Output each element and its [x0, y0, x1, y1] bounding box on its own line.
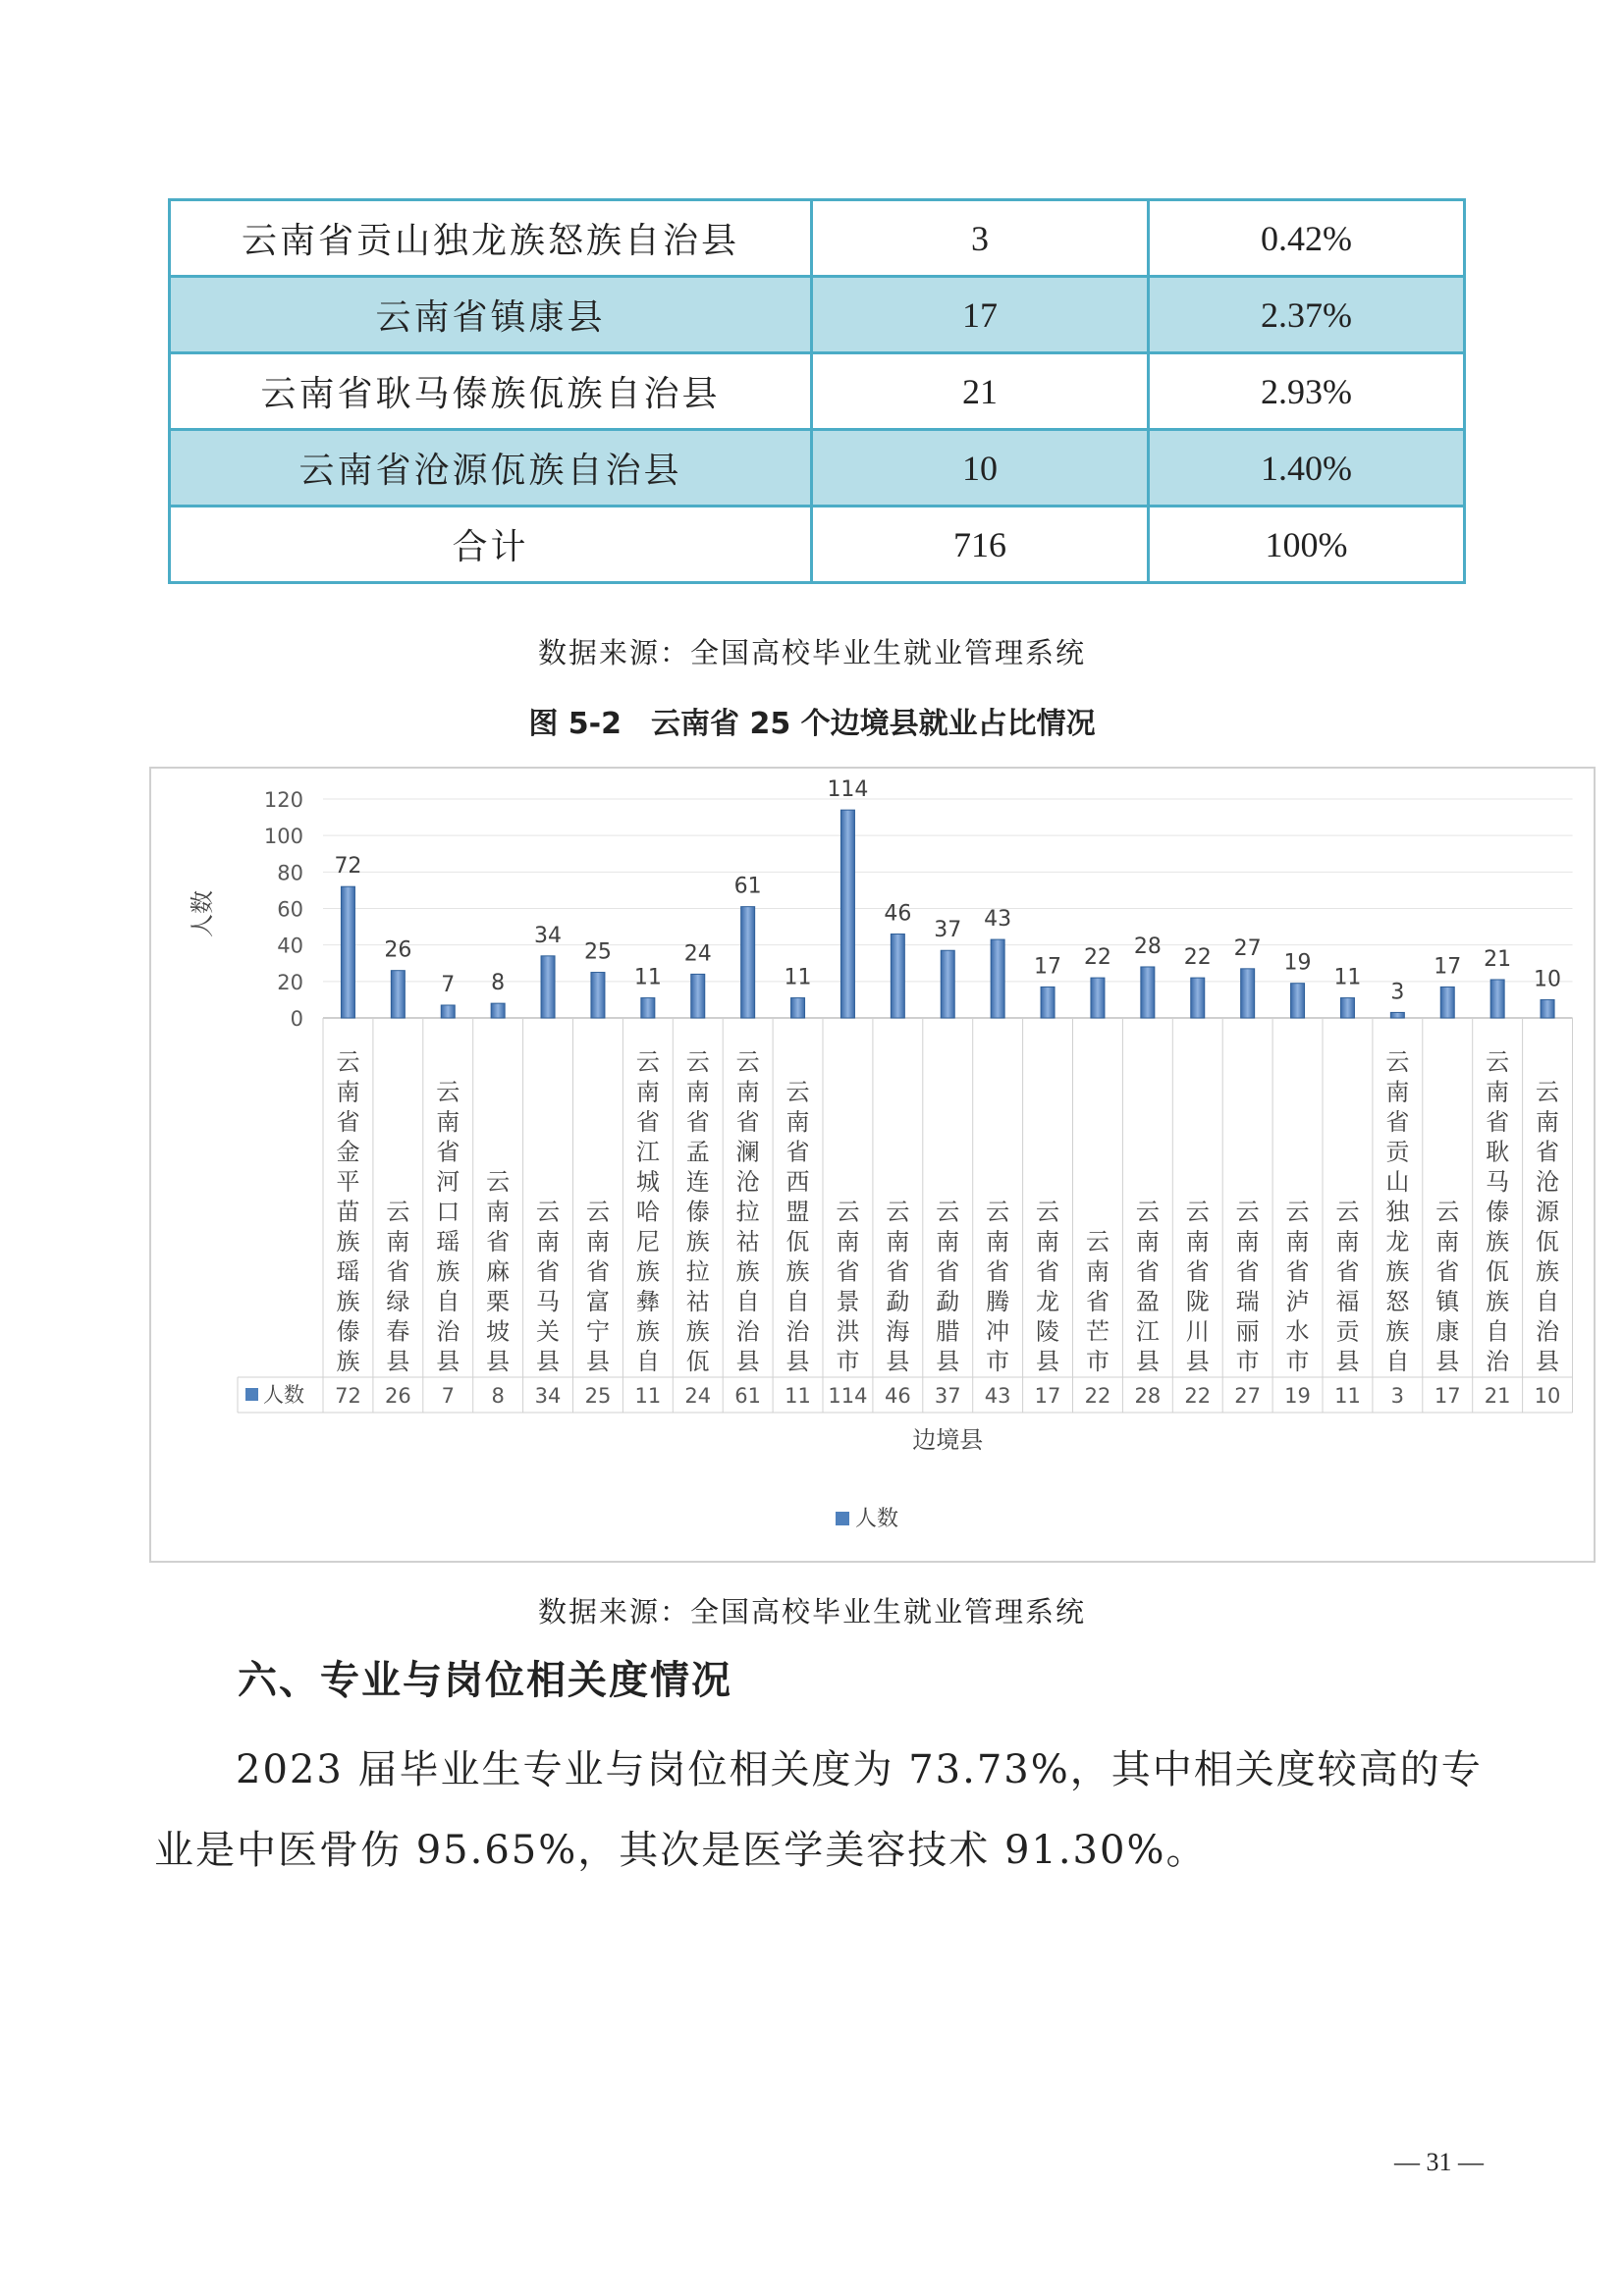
table-value: 21 — [1484, 1384, 1511, 1408]
bar — [1340, 998, 1354, 1018]
bar-data-label: 28 — [1133, 934, 1162, 959]
table-value: 11 — [785, 1384, 811, 1408]
table-value: 3 — [1390, 1384, 1405, 1408]
table-value: 26 — [384, 1384, 411, 1408]
bar — [641, 998, 655, 1018]
bar — [941, 950, 954, 1018]
bar — [791, 998, 805, 1018]
table-value: 114 — [828, 1384, 868, 1408]
bar-data-label: 17 — [1434, 954, 1462, 980]
percent-cell: 0.42% — [1149, 200, 1465, 277]
table-row — [170, 200, 1465, 277]
category-label: 云南省河口瑶族自治县 — [436, 1078, 460, 1375]
bar — [991, 939, 1004, 1018]
category-label: 云南省勐海县 — [886, 1198, 910, 1375]
county-cell: 云南省贡山独龙族怒族自治县 — [170, 200, 812, 277]
bar-data-label: 11 — [633, 965, 662, 990]
legend-key-swatch — [245, 1388, 258, 1401]
category-label: 云南省腾冲市 — [986, 1198, 1010, 1375]
category-label: 云南省麻栗坡县 — [486, 1168, 511, 1375]
count-cell: 21 — [812, 353, 1149, 430]
table-value: 46 — [884, 1384, 911, 1408]
percent-cell: 1.40% — [1149, 430, 1465, 507]
bar-data-label: 34 — [534, 923, 563, 948]
bar-chart-panel — [149, 767, 1596, 1563]
table-value: 22 — [1184, 1384, 1212, 1408]
legend-label: 人数 — [855, 1507, 899, 1531]
bar-data-label: 24 — [683, 941, 712, 967]
category-label: 云南省绿春县 — [386, 1198, 410, 1375]
bar-data-label: 27 — [1233, 935, 1262, 961]
legend-key-label: 人数 — [263, 1383, 304, 1407]
y-tick-label: 20 — [277, 970, 303, 994]
table-value: 25 — [584, 1384, 612, 1408]
category-label: 云南省瑞丽市 — [1235, 1198, 1260, 1375]
bar — [591, 973, 605, 1018]
bar — [1041, 987, 1055, 1018]
data-source-note: 数据来源：全国高校毕业生就业管理系统 — [537, 636, 1086, 669]
count-cell: 17 — [812, 277, 1149, 353]
county-cell: 合计 — [170, 507, 812, 583]
count-cell: 3 — [812, 200, 1149, 277]
table-value: 72 — [335, 1384, 361, 1408]
bar — [491, 1003, 505, 1018]
figure-title: 图 5-2 云南省 25 个边境县就业占比情况 — [528, 707, 1096, 741]
table-value: 28 — [1134, 1384, 1162, 1408]
category-label: 云南省西盟佤族自治县 — [785, 1078, 810, 1375]
bar-data-label: 21 — [1484, 946, 1512, 972]
category-label: 云南省金平苗族瑶族傣族 — [336, 1048, 360, 1375]
county-cell: 云南省沧源佤族自治县 — [170, 430, 812, 507]
category-label: 云南省景洪市 — [836, 1198, 860, 1375]
category-label: 云南省耿马傣族佤族自治 — [1486, 1048, 1510, 1375]
bar — [1541, 999, 1554, 1018]
bar — [1440, 987, 1454, 1018]
bar-data-label: 22 — [1183, 945, 1212, 971]
table-value: 7 — [441, 1384, 455, 1408]
category-label: 云南省芒市 — [1085, 1228, 1110, 1375]
bar — [1390, 1012, 1404, 1018]
table-value: 10 — [1534, 1384, 1561, 1408]
bar-data-label: 19 — [1283, 950, 1312, 976]
table-value: 24 — [684, 1384, 712, 1408]
bar-data-label: 26 — [384, 937, 412, 963]
data-source-note-bottom: 数据来源：全国高校毕业生就业管理系统 — [537, 1595, 1086, 1629]
y-tick-label: 100 — [263, 825, 303, 849]
bar-data-label: 114 — [827, 777, 869, 803]
percent-cell: 2.93% — [1149, 353, 1465, 430]
bar-data-label: 25 — [583, 939, 612, 965]
y-tick-label: 60 — [277, 897, 303, 922]
section-heading: 六、专业与岗位相关度情况 — [238, 1658, 732, 1703]
bar — [840, 810, 854, 1018]
bar — [441, 1005, 455, 1018]
table-value: 22 — [1084, 1384, 1111, 1408]
category-label: 云南省江城哈尼族彝族自 — [635, 1048, 660, 1375]
table-value: 17 — [1034, 1384, 1061, 1408]
y-axis-title: 人数 — [189, 890, 216, 937]
category-label: 云南省勐腊县 — [936, 1198, 960, 1375]
category-label: 云南省马关县 — [536, 1198, 561, 1375]
category-label: 云南省镇康县 — [1435, 1198, 1460, 1375]
bar-data-label: 43 — [984, 907, 1012, 933]
category-label: 云南省龙陵县 — [1036, 1198, 1060, 1375]
bar — [1490, 980, 1504, 1018]
table-value: 37 — [934, 1384, 961, 1408]
bar-data-label: 72 — [334, 854, 362, 880]
category-label: 云南省沧源佤族自治县 — [1536, 1078, 1560, 1375]
bar-data-label: 3 — [1390, 980, 1405, 1005]
bar — [541, 956, 555, 1018]
county-employment-table — [168, 198, 1466, 584]
table-row — [170, 430, 1465, 507]
bar — [741, 907, 755, 1018]
table-value: 43 — [984, 1384, 1011, 1408]
table-value: 19 — [1284, 1384, 1311, 1408]
y-tick-label: 40 — [277, 934, 303, 958]
y-tick-label: 80 — [277, 861, 303, 885]
bar — [341, 886, 354, 1018]
table-value: 11 — [634, 1384, 662, 1408]
category-label: 云南省富宁县 — [585, 1198, 610, 1375]
count-cell: 10 — [812, 430, 1149, 507]
category-label: 云南省盈江县 — [1135, 1198, 1160, 1375]
table-row — [170, 277, 1465, 353]
bar-data-label: 37 — [934, 918, 962, 943]
bar — [1091, 978, 1105, 1018]
y-tick-label: 0 — [290, 1007, 303, 1031]
percent-cell: 100% — [1149, 507, 1465, 583]
bar-chart — [151, 769, 1594, 1561]
bar — [1241, 969, 1255, 1018]
table-row — [170, 507, 1465, 583]
table-value: 8 — [491, 1384, 505, 1408]
category-label: 云南省孟连傣族拉祜族佤 — [685, 1048, 710, 1375]
count-cell: 716 — [812, 507, 1149, 583]
table-value: 17 — [1434, 1384, 1461, 1408]
category-label: 云南省陇川县 — [1185, 1198, 1210, 1375]
y-tick-label: 120 — [263, 788, 303, 812]
legend-swatch — [836, 1512, 849, 1525]
body-paragraph: 2023 届毕业生专业与岗位相关度为 73.73%，其中相关度较高的专业是中医骨伤 95.65%，其次是医学美容技术 91.30%。 — [154, 1747, 1483, 1873]
table-row — [170, 353, 1465, 430]
category-label: 云南省贡山独龙族怒族自 — [1385, 1048, 1410, 1375]
bar — [1191, 978, 1205, 1018]
category-label: 云南省澜沧拉祜族自治县 — [735, 1048, 760, 1375]
table-value: 61 — [734, 1384, 762, 1408]
bar-data-label: 46 — [884, 901, 912, 927]
bar — [391, 971, 405, 1018]
bar — [691, 974, 705, 1018]
bar-data-label: 11 — [1333, 965, 1362, 990]
table-value: 27 — [1234, 1384, 1262, 1408]
bar-data-label: 61 — [733, 874, 762, 899]
category-label: 云南省福贡县 — [1335, 1198, 1360, 1375]
county-cell: 云南省镇康县 — [170, 277, 812, 353]
bar-data-label: 11 — [784, 965, 812, 990]
table-value: 34 — [534, 1384, 562, 1408]
page-number: — 31 — — [1394, 2148, 1484, 2176]
x-axis-title: 边境县 — [912, 1426, 984, 1454]
bar — [891, 934, 904, 1018]
bar-data-label: 7 — [441, 972, 456, 997]
bar — [1141, 967, 1155, 1018]
county-cell: 云南省耿马傣族佤族自治县 — [170, 353, 812, 430]
bar — [1291, 984, 1305, 1018]
bar-data-label: 8 — [491, 971, 506, 996]
table-value: 11 — [1334, 1384, 1361, 1408]
bar-data-label: 17 — [1034, 954, 1062, 980]
category-label: 云南省泸水市 — [1285, 1198, 1310, 1375]
percent-cell: 2.37% — [1149, 277, 1465, 353]
bar-data-label: 22 — [1083, 945, 1111, 971]
bar-data-label: 10 — [1534, 967, 1562, 992]
